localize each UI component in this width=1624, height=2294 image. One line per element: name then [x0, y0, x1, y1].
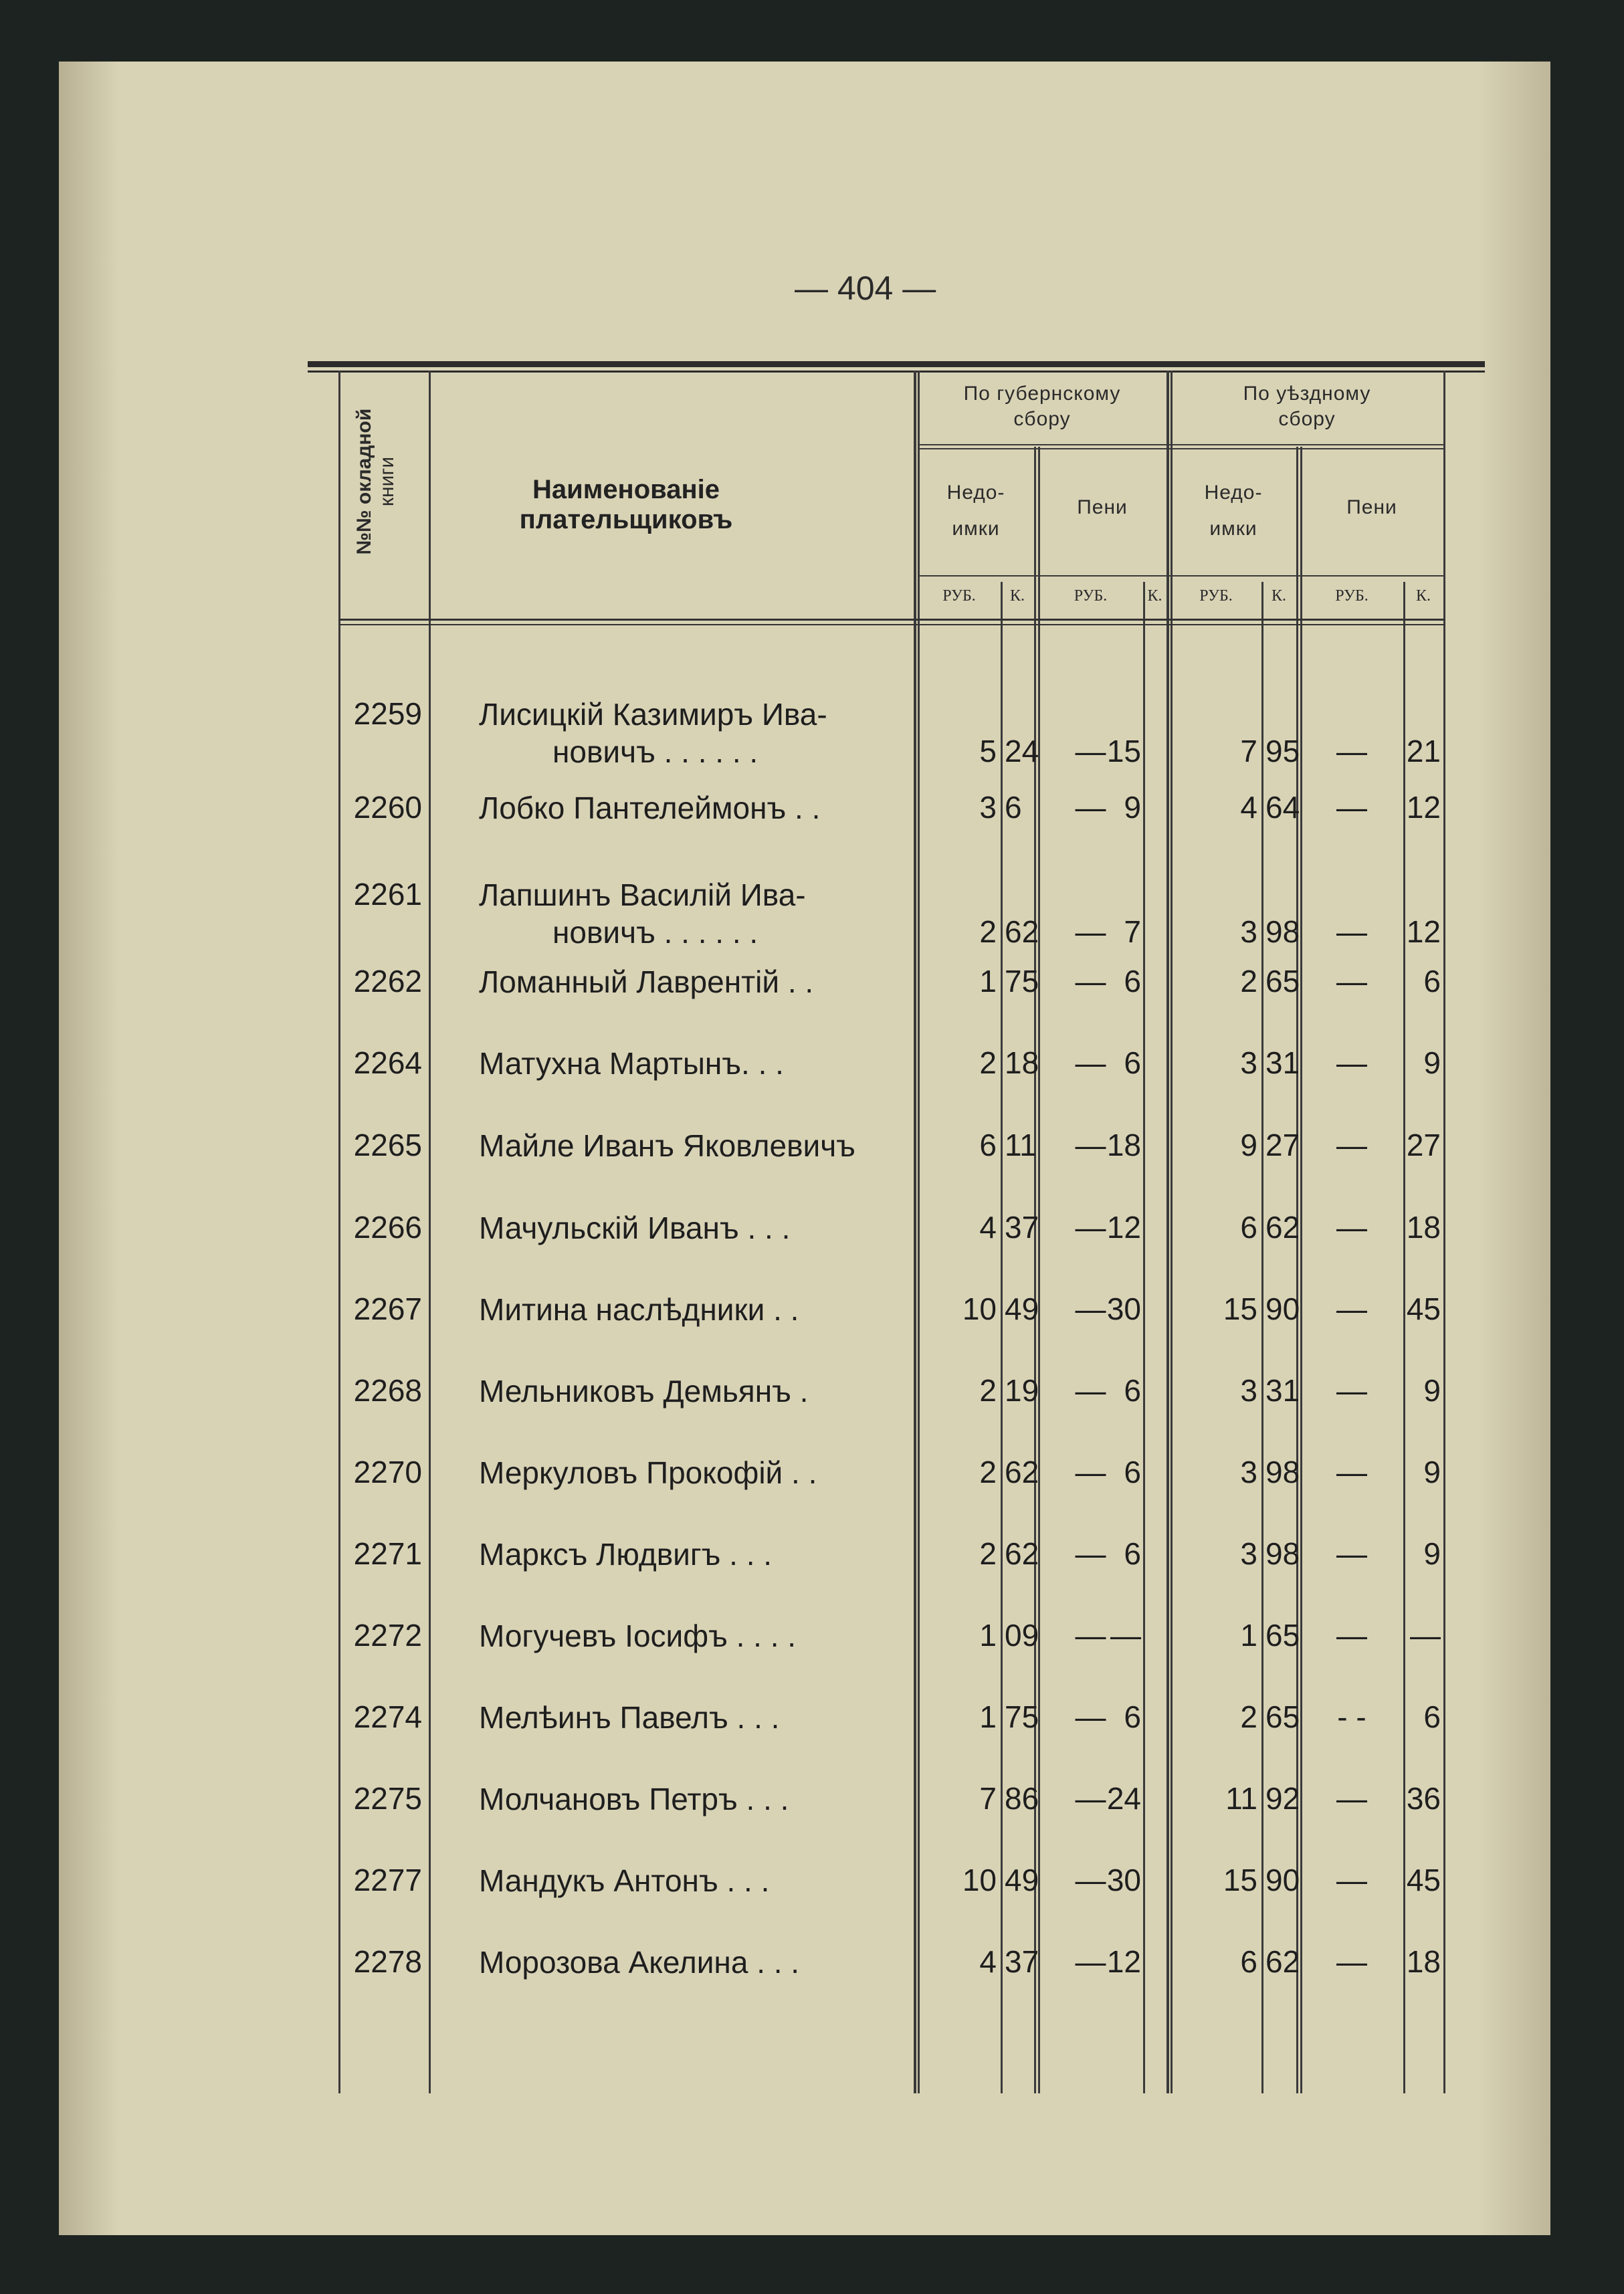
- amount-u-kop: 62: [1265, 1210, 1300, 1245]
- amount-gp-kop: 9: [1124, 790, 1141, 825]
- amount-g-rub: 1: [979, 1618, 997, 1653]
- column-header-gub-nedoimki: Недо- имки: [946, 482, 1005, 540]
- arrears-table: [338, 361, 1445, 2093]
- row-number: 2278: [353, 1944, 422, 1979]
- book-page: [59, 62, 1550, 2235]
- table-row: [338, 1780, 1445, 1854]
- amount-up-kop: 45: [1406, 1863, 1441, 1897]
- amount-u-rub: 15: [1223, 1863, 1257, 1897]
- amount-g-rub: 1: [979, 1699, 997, 1734]
- amount-g-kop: 49: [1005, 1863, 1039, 1897]
- amount-up-rub: —: [1336, 790, 1367, 825]
- row-number: 2267: [353, 1291, 422, 1326]
- table-row: [338, 1944, 1445, 2017]
- amount-gp-kop: 6: [1124, 1373, 1141, 1408]
- table-row: [338, 1291, 1445, 1364]
- header-bottom-rule-2: [338, 624, 1445, 625]
- amount-gp-rub: —: [1075, 1699, 1106, 1734]
- table-row: [338, 1617, 1445, 1691]
- payer-name: [479, 1780, 907, 1818]
- amount-gp-rub: —: [1075, 914, 1106, 949]
- amount-gp-rub: —: [1075, 1618, 1106, 1653]
- header-group-rule: [918, 444, 1443, 445]
- amount-gp-kop: 15: [1106, 734, 1141, 768]
- amount-up-rub: —: [1336, 1944, 1367, 1979]
- amount-u-kop: 90: [1265, 1863, 1300, 1897]
- amount-up-kop: 9: [1423, 1536, 1441, 1571]
- payer-name-line1: Морозова Акелина . . .: [479, 1945, 800, 1980]
- amount-u-kop: 31: [1265, 1373, 1300, 1408]
- payer-name-line2: новичъ . . . . . .: [552, 734, 758, 769]
- amount-up-rub: —: [1336, 914, 1367, 949]
- payer-name-line1: Матухна Мартынъ. . .: [479, 1046, 784, 1081]
- amount-up-kop: 9: [1423, 1045, 1441, 1080]
- table-row: [338, 1454, 1445, 1528]
- amount-g-rub: 1: [979, 964, 997, 999]
- row-number: 2265: [353, 1128, 422, 1162]
- amount-u-rub: 3: [1240, 1536, 1257, 1571]
- amount-g-kop: 62: [1005, 1536, 1039, 1571]
- amount-g-kop: 75: [1005, 964, 1039, 999]
- amount-g-rub: 10: [962, 1291, 997, 1326]
- row-number: 2262: [353, 964, 422, 999]
- amount-u-kop: 98: [1265, 1455, 1300, 1489]
- amount-u-rub: 3: [1240, 1045, 1257, 1080]
- column-header-uezd-nedoimki: Недо- имки: [1204, 482, 1263, 540]
- amount-up-rub: —: [1336, 964, 1367, 999]
- amount-gp-rub: —: [1075, 1128, 1106, 1162]
- row-number: 2272: [353, 1618, 422, 1653]
- amount-up-rub: —: [1336, 1291, 1367, 1326]
- amount-g-rub: 2: [979, 1373, 997, 1408]
- unit-rub-uezd-peni: РУБ.: [1335, 587, 1368, 605]
- amount-u-kop: 64: [1265, 790, 1300, 825]
- amount-gp-kop: 6: [1124, 1045, 1141, 1080]
- amount-u-rub: 3: [1240, 1455, 1257, 1489]
- amount-up-rub: —: [1336, 1781, 1367, 1816]
- table-row: [338, 789, 1445, 863]
- amount-g-rub: 5: [979, 734, 997, 768]
- amount-up-kop: —: [1410, 1618, 1441, 1653]
- amount-up-rub: —: [1336, 734, 1367, 768]
- amount-u-rub: 1: [1240, 1618, 1257, 1653]
- amount-gp-rub: —: [1075, 1045, 1106, 1080]
- payer-name: [479, 1862, 907, 1899]
- amount-up-rub: —: [1336, 1128, 1367, 1162]
- payer-name: [479, 1617, 907, 1655]
- amount-gp-rub: —: [1075, 1455, 1106, 1489]
- table-row: [338, 1536, 1445, 1609]
- row-number: 2264: [353, 1045, 422, 1080]
- amount-gp-kop: 6: [1124, 1699, 1141, 1734]
- amount-up-kop: 36: [1406, 1781, 1441, 1816]
- column-header-name: Наименованіе плательщиковъ: [519, 475, 733, 534]
- amount-gp-kop: 18: [1106, 1128, 1141, 1162]
- amount-gp-kop: 12: [1106, 1944, 1141, 1979]
- amount-up-kop: 45: [1406, 1291, 1441, 1326]
- amount-gp-rub: —: [1075, 1373, 1106, 1408]
- amount-gp-rub: —: [1075, 734, 1106, 768]
- column-group-uezd: По уѣздному сбору: [1243, 383, 1371, 430]
- amount-up-kop: 9: [1423, 1373, 1441, 1408]
- amount-up-rub: —: [1336, 1536, 1367, 1571]
- table-row: [338, 1045, 1445, 1118]
- column-group-gub: По губернскому сбору: [963, 383, 1121, 430]
- table-top-rule-thin: [308, 371, 1485, 373]
- amount-gp-rub: —: [1075, 1210, 1106, 1245]
- amount-gp-kop: 7: [1124, 914, 1141, 949]
- amount-u-rub: 7: [1240, 734, 1257, 768]
- header-unit-rule: [918, 575, 1443, 577]
- amount-up-kop: 12: [1406, 914, 1441, 949]
- amount-u-kop: 98: [1265, 914, 1300, 949]
- amount-g-kop: 24: [1005, 734, 1039, 768]
- amount-up-rub: —: [1336, 1210, 1367, 1245]
- payer-name-line1: Майле Иванъ Яковлевичъ: [479, 1128, 855, 1163]
- payer-name-line1: Мелѣинъ Павелъ . . .: [479, 1700, 780, 1735]
- payer-name-line1: Марксъ Людвигъ . . .: [479, 1537, 773, 1572]
- amount-u-kop: 65: [1265, 1618, 1300, 1653]
- amount-u-rub: 4: [1240, 790, 1257, 825]
- row-number: 2261: [353, 877, 422, 912]
- payer-name-line1: Лисицкій Казимиръ Ива-: [479, 697, 827, 732]
- amount-u-kop: 27: [1265, 1128, 1300, 1162]
- amount-up-kop: 12: [1406, 790, 1441, 825]
- unit-rub-gub-ned: РУБ.: [942, 587, 976, 605]
- amount-u-rub: 3: [1240, 1373, 1257, 1408]
- amount-g-kop: 37: [1005, 1944, 1039, 1979]
- amount-g-rub: 2: [979, 1045, 997, 1080]
- amount-gp-kop: 12: [1106, 1210, 1141, 1245]
- payer-name: [479, 963, 907, 1001]
- payer-name-line1: Мандукъ Антонъ . . .: [479, 1863, 770, 1898]
- payer-name-line1: Митина наслѣдники . .: [479, 1292, 799, 1327]
- amount-gp-kop: 30: [1106, 1291, 1141, 1326]
- amount-u-kop: 92: [1265, 1781, 1300, 1816]
- amount-g-kop: 62: [1005, 914, 1039, 949]
- amount-u-rub: 2: [1240, 1699, 1257, 1734]
- row-number: 2270: [353, 1455, 422, 1489]
- amount-g-rub: 3: [979, 790, 997, 825]
- table-row: [338, 696, 1445, 769]
- amount-up-kop: 18: [1406, 1944, 1441, 1979]
- table-row: [338, 1209, 1445, 1283]
- row-number: 2259: [353, 696, 422, 731]
- amount-g-kop: 86: [1005, 1781, 1039, 1816]
- row-number: 2277: [353, 1863, 422, 1897]
- table-row: [338, 1127, 1445, 1201]
- amount-u-rub: 11: [1225, 1781, 1257, 1816]
- amount-u-kop: 98: [1265, 1536, 1300, 1571]
- payer-name: [479, 1699, 907, 1736]
- amount-u-kop: 95: [1265, 734, 1300, 768]
- payer-name: [479, 1209, 907, 1247]
- payer-name: [479, 1291, 907, 1328]
- unit-rub-gub-peni: РУБ.: [1074, 587, 1108, 605]
- amount-up-kop: 9: [1423, 1455, 1441, 1489]
- payer-name-line2: новичъ . . . . . .: [552, 915, 758, 950]
- table-top-rule: [308, 361, 1485, 367]
- amount-g-kop: 75: [1005, 1699, 1039, 1734]
- amount-g-kop: 18: [1005, 1045, 1039, 1080]
- amount-g-kop: 19: [1005, 1373, 1039, 1408]
- column-header-uezd-peni: Пени: [1346, 496, 1397, 518]
- header-group-rule-2: [918, 448, 1443, 449]
- amount-u-rub: 15: [1223, 1291, 1257, 1326]
- amount-g-kop: 09: [1005, 1618, 1039, 1653]
- amount-u-rub: 3: [1240, 914, 1257, 949]
- payer-name-line1: Мачульскій Иванъ . . .: [479, 1211, 791, 1245]
- amount-g-kop: 37: [1005, 1210, 1039, 1245]
- amount-gp-kop: —: [1110, 1618, 1141, 1653]
- payer-name-line1: Мельниковъ Демьянъ .: [479, 1374, 809, 1409]
- column-header-number: №№ окладной книги: [353, 408, 398, 555]
- amount-g-kop: 62: [1005, 1455, 1039, 1489]
- amount-gp-rub: —: [1075, 1291, 1106, 1326]
- payer-name: [479, 696, 907, 770]
- unit-kop-gub-peni: К.: [1147, 587, 1162, 605]
- payer-name: [479, 876, 907, 951]
- amount-u-rub: 9: [1240, 1128, 1257, 1162]
- table-row: [338, 1862, 1445, 1936]
- row-number: 2266: [353, 1210, 422, 1245]
- amount-up-rub: —: [1336, 1455, 1367, 1489]
- amount-gp-rub: —: [1075, 1863, 1106, 1897]
- amount-up-kop: 27: [1406, 1128, 1441, 1162]
- amount-g-rub: 2: [979, 1455, 997, 1489]
- amount-u-kop: 90: [1265, 1291, 1300, 1326]
- amount-u-rub: 6: [1240, 1210, 1257, 1245]
- amount-g-kop: 49: [1005, 1291, 1039, 1326]
- amount-up-kop: 6: [1423, 1699, 1441, 1734]
- payer-name-line1: Молчановъ Петръ . . .: [479, 1782, 789, 1816]
- amount-g-rub: 2: [979, 1536, 997, 1571]
- payer-name-line1: Ломанный Лаврентій . .: [479, 964, 814, 999]
- unit-rub-uezd-ned: РУБ.: [1199, 587, 1233, 605]
- amount-gp-rub: —: [1075, 964, 1106, 999]
- table-row: [338, 1372, 1445, 1446]
- amount-u-kop: 65: [1265, 1699, 1300, 1734]
- amount-up-rub: —: [1336, 1863, 1367, 1897]
- table-row: [338, 963, 1445, 1037]
- table-row: [338, 876, 1445, 950]
- amount-g-rub: 7: [979, 1781, 997, 1816]
- row-number: 2275: [353, 1781, 422, 1816]
- amount-gp-kop: 6: [1124, 964, 1141, 999]
- row-number: 2268: [353, 1373, 422, 1408]
- payer-name: [479, 1372, 907, 1410]
- amount-g-kop: 11: [1005, 1128, 1037, 1162]
- amount-up-kop: 21: [1406, 734, 1441, 768]
- amount-u-kop: 31: [1265, 1045, 1300, 1080]
- amount-gp-kop: 24: [1106, 1781, 1141, 1816]
- payer-name: [479, 1944, 907, 1981]
- payer-name-line1: Меркуловъ Прокофій . .: [479, 1455, 817, 1490]
- amount-up-rub: —: [1336, 1618, 1367, 1653]
- payer-name: [479, 789, 907, 827]
- column-header-gub-peni: Пени: [1077, 496, 1128, 518]
- amount-gp-rub: —: [1075, 1781, 1106, 1816]
- amount-gp-rub: —: [1075, 1944, 1106, 1979]
- amount-gp-kop: 6: [1124, 1536, 1141, 1571]
- amount-up-rub: —: [1336, 1373, 1367, 1408]
- amount-gp-rub: —: [1075, 1536, 1106, 1571]
- amount-g-rub: 6: [979, 1128, 997, 1162]
- page-number: — 404 —: [795, 270, 936, 307]
- row-number: 2274: [353, 1699, 422, 1734]
- amount-u-kop: 62: [1265, 1944, 1300, 1979]
- payer-name: [479, 1045, 907, 1082]
- payer-name: [479, 1127, 907, 1164]
- payer-name-line1: Лобко Пантелеймонъ . .: [479, 791, 821, 825]
- payer-name: [479, 1454, 907, 1491]
- row-number: 2260: [353, 790, 422, 825]
- amount-up-kop: 6: [1423, 964, 1441, 999]
- amount-g-kop: 6: [1005, 790, 1022, 825]
- payer-name-line1: Могучевъ Іосифъ . . . .: [479, 1619, 797, 1653]
- payer-name-line1: Лапшинъ Василій Ива-: [479, 877, 806, 912]
- unit-kop-uezd-ned: К.: [1271, 587, 1286, 605]
- unit-kop-gub-ned: К.: [1009, 587, 1025, 605]
- amount-u-rub: 6: [1240, 1944, 1257, 1979]
- amount-g-rub: 2: [979, 914, 997, 949]
- amount-g-rub: 10: [962, 1863, 997, 1897]
- header-bottom-rule: [338, 619, 1445, 621]
- unit-kop-uezd-peni: К.: [1415, 587, 1431, 605]
- amount-gp-kop: 30: [1106, 1863, 1141, 1897]
- amount-g-rub: 4: [979, 1210, 997, 1245]
- amount-up-kop: 18: [1406, 1210, 1441, 1245]
- amount-g-rub: 4: [979, 1944, 997, 1979]
- amount-u-kop: 65: [1265, 964, 1300, 999]
- table-row: [338, 1699, 1445, 1772]
- amount-gp-rub: —: [1075, 790, 1106, 825]
- amount-up-rub: - -: [1337, 1699, 1366, 1734]
- payer-name: [479, 1536, 907, 1573]
- row-number: 2271: [353, 1536, 422, 1571]
- amount-up-rub: —: [1336, 1045, 1367, 1080]
- amount-gp-kop: 6: [1124, 1455, 1141, 1489]
- amount-u-rub: 2: [1240, 964, 1257, 999]
